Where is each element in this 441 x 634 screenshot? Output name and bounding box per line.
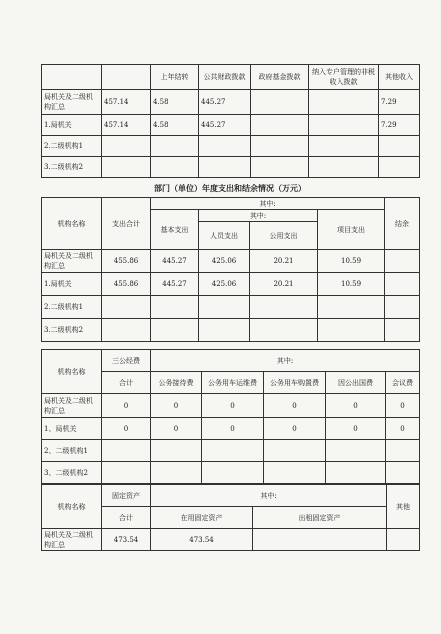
table-row (42, 115, 420, 136)
value-cell (385, 273, 420, 296)
value-cell: 0 (202, 394, 264, 418)
value-cell: 0 (151, 418, 202, 440)
value-cell (202, 440, 264, 462)
org-name-cell: 2.二级机构1 (42, 296, 102, 319)
header-cell: 其他收入 (379, 65, 420, 90)
value-cell: 445.27 (199, 90, 251, 115)
value-cell (251, 157, 309, 178)
value-cell (151, 157, 199, 178)
value-cell: 20.21 (250, 273, 318, 296)
value-cell: 20.21 (250, 250, 318, 273)
org-name-cell: 3.二级机构2 (42, 319, 102, 342)
header-basic: 基本支出 (151, 210, 199, 250)
value-cell: 0 (326, 418, 386, 440)
value-cell: 0 (386, 418, 420, 440)
header-org-name: 机构名称 (42, 485, 102, 529)
header-cell: 会议费 (386, 372, 420, 394)
value-cell (264, 462, 326, 484)
value-cell (264, 440, 326, 462)
header-personnel: 人员支出 (199, 222, 250, 250)
header-org-name: 机构名称 (42, 350, 102, 394)
value-cell: 0 (264, 394, 326, 418)
header-public: 公用支出 (250, 222, 318, 250)
org-name-cell: 3、二级机构2 (42, 462, 102, 484)
value-cell (251, 136, 309, 157)
value-cell: 455.86 (102, 250, 151, 273)
value-cell (102, 296, 151, 319)
value-cell (379, 157, 420, 178)
org-name-cell: 1、局机关 (42, 418, 102, 440)
value-cell (151, 440, 202, 462)
value-cell (102, 462, 151, 484)
header-total: 合计 (102, 507, 151, 529)
table-row (42, 440, 420, 462)
value-cell (102, 157, 151, 178)
value-cell: 4.58 (151, 90, 199, 115)
value-cell: 10.59 (318, 250, 385, 273)
header-cell: 公务用车购置费 (264, 372, 326, 394)
value-cell: 457.14 (102, 115, 151, 136)
value-cell: 455.86 (102, 273, 151, 296)
value-cell (151, 319, 199, 342)
header-among-sub: 其中: (199, 210, 318, 222)
header-cell: 因公出国费 (326, 372, 386, 394)
header-project: 项目支出 (318, 210, 385, 250)
header-total: 合计 (102, 372, 151, 394)
header-cell: 上年结转 (151, 65, 199, 90)
org-name-cell: 局机关及二级机构汇总 (42, 90, 102, 115)
value-cell (387, 529, 420, 551)
value-cell (385, 250, 420, 273)
header-other: 其他 (387, 485, 420, 529)
value-cell: 10.59 (318, 273, 385, 296)
value-cell: 473.54 (102, 529, 151, 551)
header-cell (42, 65, 102, 90)
value-cell: 445.27 (199, 115, 251, 136)
three-public-expenses-table (41, 349, 420, 484)
header-three-public: 三公经费 (102, 350, 151, 372)
value-cell (251, 90, 309, 115)
table-row (42, 394, 420, 418)
org-name-cell: 局机关及二级机构汇总 (42, 250, 102, 273)
value-cell: 0 (386, 394, 420, 418)
value-cell: 7.29 (379, 115, 420, 136)
table-row (42, 462, 420, 484)
table-row (42, 136, 420, 157)
table-row (42, 529, 420, 551)
value-cell (202, 462, 264, 484)
value-cell (102, 319, 151, 342)
header-cell: 公务用车运维费 (202, 372, 264, 394)
value-cell (309, 90, 379, 115)
value-cell (151, 296, 199, 319)
value-cell: 0 (202, 418, 264, 440)
header-fixed-assets: 固定资产 (102, 485, 151, 507)
expenditure-table (41, 197, 420, 342)
header-total: 支出合计 (102, 198, 151, 250)
table-row (42, 296, 420, 319)
header-among: 其中: (151, 198, 385, 210)
value-cell: 445.27 (151, 273, 199, 296)
value-cell: 445.27 (151, 250, 199, 273)
value-cell (326, 440, 386, 462)
value-cell (379, 136, 420, 157)
value-cell: 0 (102, 418, 151, 440)
header-among: 其中: (151, 485, 387, 507)
table-header-row (42, 65, 420, 90)
value-cell: 0 (326, 394, 386, 418)
value-cell: 0 (264, 418, 326, 440)
value-cell: 7.29 (379, 90, 420, 115)
value-cell: 457.14 (102, 90, 151, 115)
value-cell (250, 319, 318, 342)
header-cell: 公务接待费 (151, 372, 202, 394)
org-name-cell: 局机关及二级机构汇总 (42, 529, 102, 551)
value-cell: 0 (151, 394, 202, 418)
value-cell (102, 136, 151, 157)
header-org-name: 机构名称 (42, 198, 102, 250)
value-cell (385, 319, 420, 342)
value-cell (318, 296, 385, 319)
value-cell: 473.54 (151, 529, 253, 551)
header-among: 其中: (151, 350, 420, 372)
value-cell (199, 136, 251, 157)
header-cell: 纳入专户管理的非税收入拨款 (309, 65, 379, 90)
value-cell (326, 462, 386, 484)
value-cell (199, 157, 251, 178)
value-cell (199, 319, 250, 342)
table-row (42, 418, 420, 440)
income-table (41, 64, 420, 178)
value-cell (386, 440, 420, 462)
org-name-cell: 3.二级机构2 (42, 157, 102, 178)
org-name-cell: 局机关及二级机构汇总 (42, 394, 102, 418)
org-name-cell: 2、二级机构1 (42, 440, 102, 462)
section-title: 部门（单位）年度支出和结余情况（万元） (154, 184, 306, 193)
header-cell (102, 65, 151, 90)
org-name-cell: 1.局机关 (42, 115, 102, 136)
value-cell (199, 296, 250, 319)
org-name-cell: 2.二级机构1 (42, 136, 102, 157)
header-in-use: 在用固定资产 (151, 507, 253, 529)
org-name-cell: 1.局机关 (42, 273, 102, 296)
header-balance: 结余 (385, 198, 420, 250)
value-cell (151, 462, 202, 484)
value-cell (253, 529, 387, 551)
header-cell: 政府基金拨款 (251, 65, 309, 90)
value-cell (386, 462, 420, 484)
value-cell: 0 (102, 394, 151, 418)
table-row (42, 90, 420, 115)
table-row (42, 157, 420, 178)
fixed-assets-table (41, 484, 420, 551)
value-cell: 425.06 (199, 273, 250, 296)
value-cell (251, 115, 309, 136)
table-row (42, 250, 420, 273)
header-cell: 公共财政拨款 (199, 65, 251, 90)
value-cell (102, 440, 151, 462)
table-row (42, 273, 420, 296)
value-cell (309, 157, 379, 178)
value-cell (318, 319, 385, 342)
value-cell: 425.06 (199, 250, 250, 273)
value-cell (385, 296, 420, 319)
value-cell (151, 136, 199, 157)
value-cell (309, 136, 379, 157)
value-cell: 4.58 (151, 115, 199, 136)
header-rented: 出租固定资产 (253, 507, 387, 529)
value-cell (309, 115, 379, 136)
value-cell (250, 296, 318, 319)
table-row (42, 319, 420, 342)
